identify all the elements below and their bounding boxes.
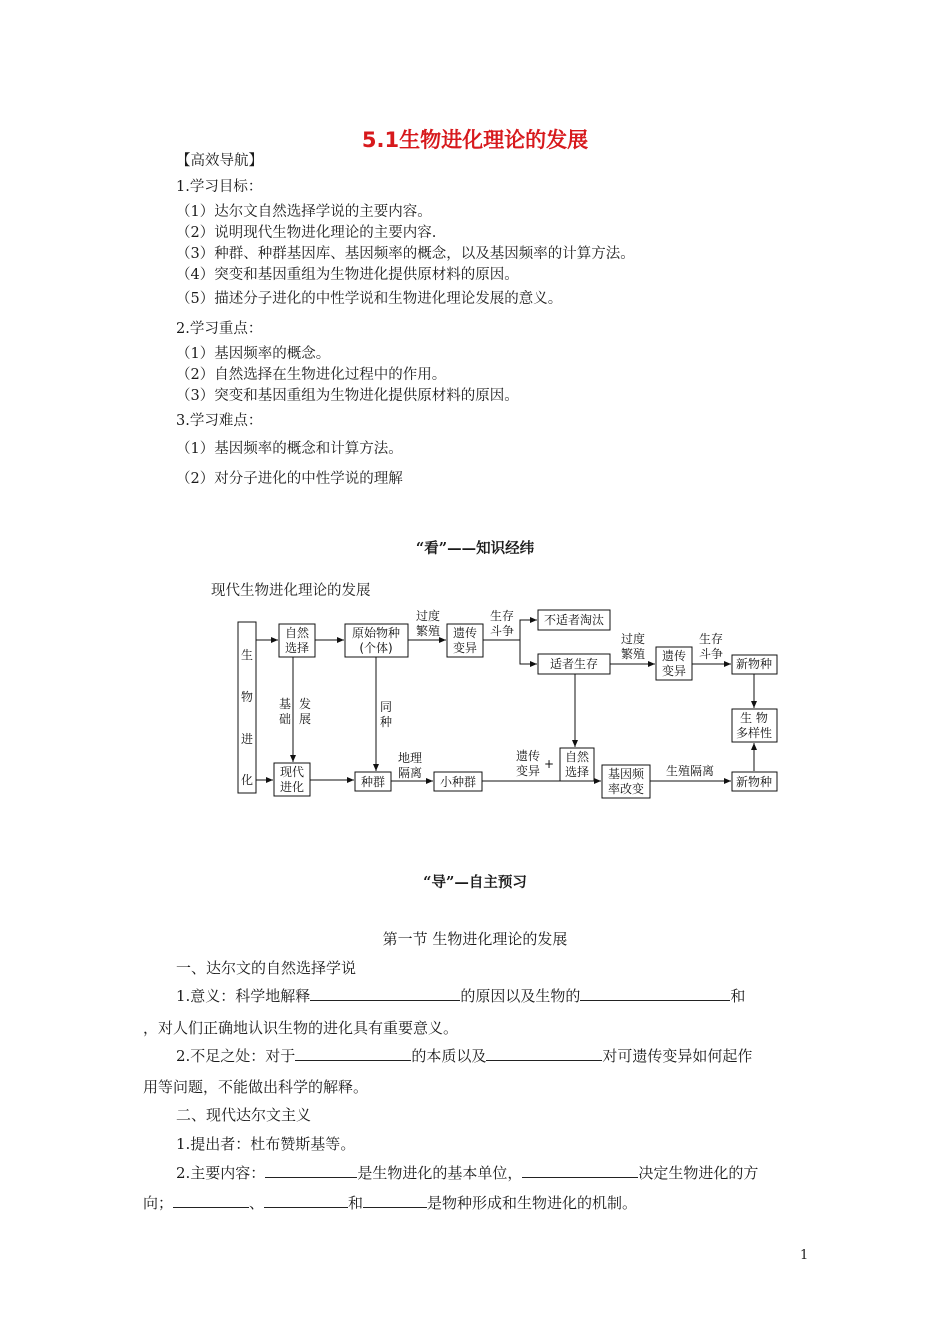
natural-selection-2-label: 选择 [564,765,590,779]
page-title: 5.1生物进化理论的发展 [361,128,589,152]
goal-item: （5）描述分子进化的中性学说和生物进化理论发展的意义。 [176,291,563,307]
question-4 [176,1162,758,1183]
page-number: 1 [800,1248,809,1263]
q1-b: 的原因以及生物的 [460,987,581,1005]
unfit-label: 不适者淘汰 [543,613,605,627]
question-2 [176,1045,752,1066]
question-3: 1.提出者：杜布赞斯基等。 [176,1135,356,1153]
arrow [520,640,537,664]
evo-char: 进 [240,732,254,746]
q1-c: 和 [730,987,746,1005]
goal-item: （3）种群、种群基因库、基因频率的概念，以及基因频率的计算方法。 [176,246,635,262]
struggle-label: 斗争 [489,624,515,638]
geo-isolation-label: 地理 [397,751,423,765]
goal-item: （4）突变和基因重组为生物进化提供原材料的原因。 [176,267,519,283]
basis-label: 础 [278,712,292,726]
struggle-label: 生存 [489,609,515,623]
goals-title: 1.学习目标： [176,179,263,195]
diversity-label: 生 物 [740,711,768,725]
modern-label: 进化 [279,780,305,794]
evo-char: 物 [240,690,254,704]
nav-heading: 【高效导航】 [176,153,263,169]
q4-b: 是生物进化的基本单位， [357,1164,523,1182]
q4-d: 向； [143,1194,174,1212]
overbreed-label: 过度 [415,609,441,623]
overbreed-label: 繁殖 [620,647,646,661]
struggle-label: 生存 [698,632,724,646]
evo-char: 生 [240,648,254,662]
overbreed-label: 过度 [620,632,646,646]
q4-a: 2.主要内容： [176,1164,266,1182]
diff-item: （1）基因频率的概念和计算方法。 [176,441,403,457]
overbreed-label: 繁殖 [415,624,441,638]
answer-blank[interactable] [173,1193,249,1208]
new-species-label: 新物种 [735,775,773,789]
question-1 [176,985,745,1006]
natural-selection-label: 选择 [284,641,310,655]
original-species-label: (个体) [359,641,393,655]
q2-a: 2.不足之处：对于 [176,1047,296,1065]
struggle-label: 斗争 [698,647,724,661]
variation-label: 遗传 [452,626,478,640]
fit-label: 适者生存 [549,657,599,671]
key-item: （1）基因频率的概念。 [176,346,331,362]
q2-c: 对可遗传变异如何起作 [602,1047,753,1065]
diff-item: （2）对分子进化的中性学说的理解 [176,471,403,487]
look-heading: “看”——知识经纬 [415,540,535,557]
key-title: 2.学习重点： [176,321,263,337]
same-species-label: 同 [379,700,393,714]
evo-char: 化 [240,773,254,787]
new-species-label: 新物种 [735,657,773,671]
answer-blank[interactable] [522,1163,638,1178]
variation-label: 变异 [661,664,687,678]
q1-a: 1.意义：科学地解释 [176,987,311,1005]
variation-plus-label: 遗传 [515,749,541,763]
question-2-cont: 用等问题，不能做出科学的解释。 [143,1078,369,1096]
q4-e: 、 [249,1194,265,1212]
answer-blank[interactable] [363,1193,427,1208]
question-1-cont: ，对人们正确地认识生物的进化具有重要意义。 [143,1019,459,1037]
variation-label: 遗传 [661,649,687,663]
key-item: （2）自然选择在生物进化过程中的作用。 [176,367,447,383]
s1-title: 一、达尔文的自然选择学说 [176,959,357,977]
guide-heading: “导”—自主预习 [423,874,527,891]
q4-g: 是物种形成和生物进化的机制。 [427,1194,638,1212]
section-title: 第一节 生物进化理论的发展 [382,930,568,948]
gene-freq-label: 基因频 [607,767,645,781]
develop-label: 发 [298,697,312,711]
population-label: 种群 [360,775,386,789]
develop-label: 展 [298,712,312,726]
diff-title: 3.学习难点： [176,413,263,429]
answer-blank[interactable] [264,1193,348,1208]
goal-item: （2）说明现代生物进化理论的主要内容. [176,225,437,241]
plus-label: + [543,757,555,771]
variation-plus-label: 变异 [515,764,541,778]
answer-blank[interactable] [580,986,730,1001]
q4-f: 和 [348,1194,364,1212]
original-species-label: 原始物种 [351,626,401,640]
s2-title: 二、现代达尔文主义 [176,1106,312,1124]
basis-label: 基 [278,697,292,711]
answer-blank[interactable] [265,1163,357,1178]
goal-item: （1）达尔文自然选择学说的主要内容。 [176,204,432,220]
variation-label: 变异 [452,641,478,655]
q4-c: 决定生物进化的方 [638,1164,759,1182]
question-4-cont [143,1192,637,1213]
natural-selection-2-label: 自然 [564,750,590,764]
small-population-label: 小种群 [439,775,477,789]
answer-blank[interactable] [486,1046,602,1061]
gene-freq-label: 率改变 [607,782,645,796]
natural-selection-label: 自然 [284,626,310,640]
answer-blank[interactable] [310,986,460,1001]
diagram-title: 现代生物进化理论的发展 [211,583,371,599]
key-item: （3）突变和基因重组为生物进化提供原材料的原因。 [176,388,519,404]
geo-isolation-label: 隔离 [397,766,423,780]
diversity-label: 多样性 [735,726,773,740]
answer-blank[interactable] [295,1046,411,1061]
repro-isolation-label: 生殖隔离 [665,764,715,778]
modern-label: 现代 [279,765,305,779]
q2-b: 的本质以及 [411,1047,487,1065]
same-species-label: 种 [379,715,393,729]
